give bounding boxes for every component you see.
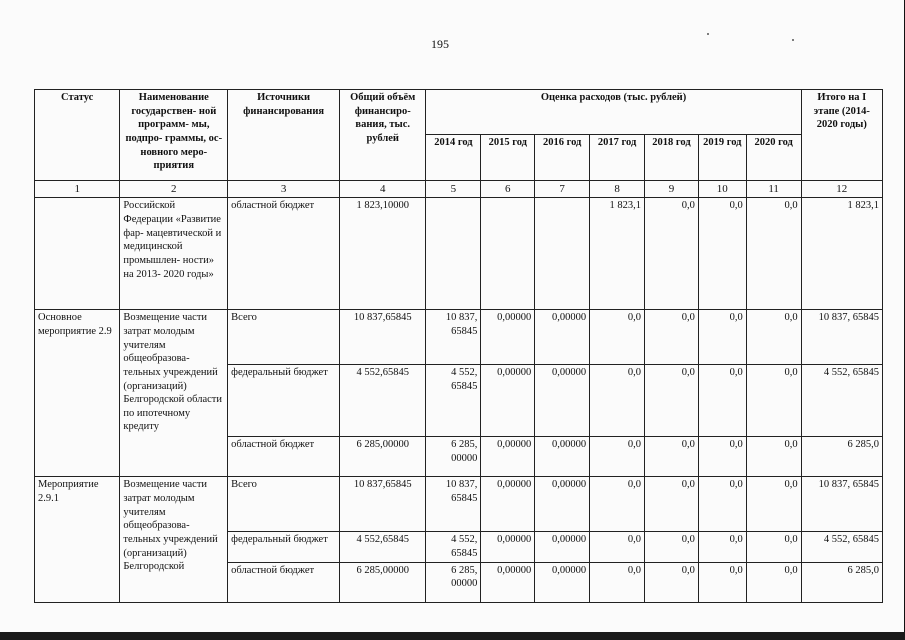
header-year: 2014 год [426,135,481,181]
column-number: 5 [426,181,481,198]
year-2014-cell [426,198,481,310]
header-year: 2018 год [645,135,699,181]
table-row [35,310,883,365]
header-total: Общий объём финансиро- вания, тыс. рублей [340,90,426,181]
year-2016-cell: 0,00000 [535,532,590,562]
year-2014-cell: 10 837, 65845 [426,310,481,365]
year-2016-cell: 0,00000 [535,437,590,477]
year-2016-cell: 0,00000 [535,477,590,532]
year-2015-cell [481,198,535,310]
year-2014-cell: 4 552, 65845 [426,532,481,562]
year-2015-cell: 0,00000 [481,562,535,602]
stage-total-cell: 1 823,1 [801,198,882,310]
year-2016-cell: 0,00000 [535,365,590,437]
year-2017-cell: 0,0 [590,310,645,365]
year-2018-cell: 0,0 [645,532,699,562]
year-2019-cell: 0,0 [698,477,746,532]
total-cell: 6 285,00000 [340,437,426,477]
column-number: 11 [746,181,801,198]
year-2014-cell: 10 837, 65845 [426,477,481,532]
year-2019-cell: 0,0 [698,437,746,477]
header-year: 2020 год [746,135,801,181]
column-number: 8 [590,181,645,198]
header-row [35,90,883,135]
column-number: 9 [645,181,699,198]
header-program-name: Наименование государствен- ной программ- мы, подпро- граммы, ос- новного меро- приятия [120,90,228,181]
program-name-cell: Возмещение части затрат молодым учителям общеобразова- тельных учреждений (организаций) Белгородской области по ипотечному кредиту [120,310,228,477]
header-estimate: Оценка расходов (тыс. рублей) [426,90,801,135]
year-2018-cell: 0,0 [645,562,699,602]
year-2017-cell: 0,0 [590,562,645,602]
year-2017-cell: 0,0 [590,532,645,562]
header-sources: Источники финансирования [228,90,340,181]
stage-total-cell: 10 837, 65845 [801,477,882,532]
year-2020-cell: 0,0 [746,532,801,562]
scan-speck [707,33,709,35]
year-2020-cell: 0,0 [746,477,801,532]
year-2016-cell: 0,00000 [535,562,590,602]
year-2018-cell: 0,0 [645,198,699,310]
total-cell: 6 285,00000 [340,562,426,602]
column-number: 7 [535,181,590,198]
stage-total-cell: 4 552, 65845 [801,365,882,437]
column-number: 2 [120,181,228,198]
scan-bottom-edge [0,632,905,640]
column-number: 1 [35,181,120,198]
table-row [35,198,883,310]
header-year: 2017 год [590,135,645,181]
table-row [35,477,883,532]
year-2017-cell: 0,0 [590,477,645,532]
stage-total-cell: 4 552, 65845 [801,532,882,562]
column-number: 12 [801,181,882,198]
source-cell: Всего [228,310,340,365]
year-2016-cell [535,198,590,310]
year-2017-cell: 0,0 [590,437,645,477]
year-2020-cell: 0,0 [746,437,801,477]
stage-total-cell: 6 285,0 [801,437,882,477]
stage-total-cell: 10 837, 65845 [801,310,882,365]
total-cell: 10 837,65845 [340,310,426,365]
year-2020-cell: 0,0 [746,365,801,437]
year-2015-cell: 0,00000 [481,532,535,562]
year-2017-cell: 1 823,1 [590,198,645,310]
column-number: 3 [228,181,340,198]
header-year: 2016 год [535,135,590,181]
year-2020-cell: 0,0 [746,310,801,365]
year-2020-cell: 0,0 [746,562,801,602]
header-status: Статус [35,90,120,181]
scan-speck [792,39,794,41]
total-cell: 10 837,65845 [340,477,426,532]
header-stage-total: Итого на I этапе (2014- 2020 годы) [801,90,882,181]
year-2019-cell: 0,0 [698,310,746,365]
year-2014-cell: 6 285, 00000 [426,562,481,602]
status-cell: Основное мероприятие 2.9 [35,310,120,477]
program-name-cell: Российской Федерации «Развитие фар- мацевтической и медицинской промышлен- ности» на 2013- 2020 годы» [120,198,228,310]
year-2015-cell: 0,00000 [481,437,535,477]
source-cell: областной бюджет [228,437,340,477]
total-cell: 4 552,65845 [340,532,426,562]
source-cell: федеральный бюджет [228,365,340,437]
total-cell: 4 552,65845 [340,365,426,437]
header-year: 2019 год [698,135,746,181]
status-cell [35,198,120,310]
header-year: 2015 год [481,135,535,181]
year-2018-cell: 0,0 [645,310,699,365]
year-2019-cell: 0,0 [698,365,746,437]
year-2020-cell: 0,0 [746,198,801,310]
budget-table [34,89,883,603]
year-2018-cell: 0,0 [645,365,699,437]
year-2019-cell: 0,0 [698,532,746,562]
year-2017-cell: 0,0 [590,365,645,437]
year-2014-cell: 6 285, 00000 [426,437,481,477]
status-cell: Мероприятие 2.9.1 [35,477,120,602]
column-number: 6 [481,181,535,198]
source-cell: федеральный бюджет [228,532,340,562]
stage-total-cell: 6 285,0 [801,562,882,602]
source-cell: областной бюджет [228,198,340,310]
page-number: 195 [431,37,449,51]
year-2015-cell: 0,00000 [481,310,535,365]
year-2015-cell: 0,00000 [481,365,535,437]
total-cell: 1 823,10000 [340,198,426,310]
year-2018-cell: 0,0 [645,477,699,532]
year-2014-cell: 4 552, 65845 [426,365,481,437]
year-2019-cell: 0,0 [698,562,746,602]
year-2016-cell: 0,00000 [535,310,590,365]
column-number-row [35,181,883,198]
year-2019-cell: 0,0 [698,198,746,310]
source-cell: Всего [228,477,340,532]
column-number: 10 [698,181,746,198]
year-2015-cell: 0,00000 [481,477,535,532]
column-number: 4 [340,181,426,198]
source-cell: областной бюджет [228,562,340,602]
program-name-cell: Возмещение части затрат молодым учителям общеобразова- тельных учреждений (организаций) Белгородской [120,477,228,602]
year-2018-cell: 0,0 [645,437,699,477]
